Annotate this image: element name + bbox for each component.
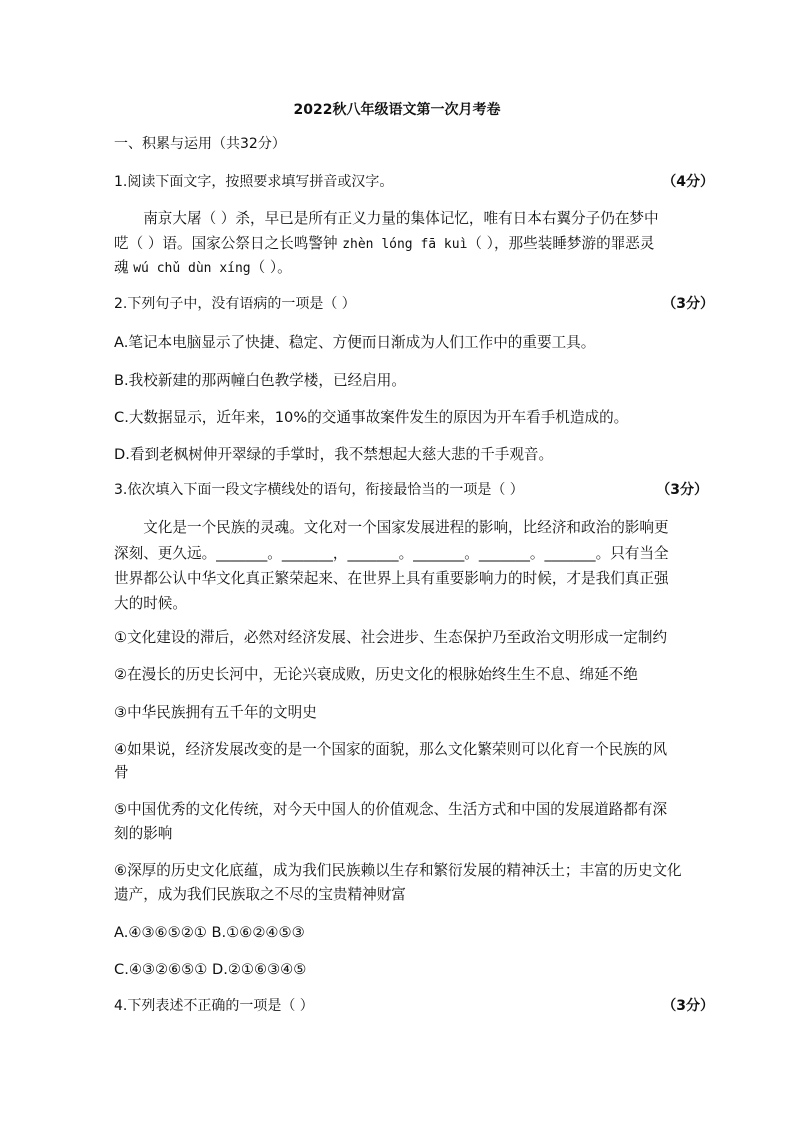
question-3-passage-line-4: 大的时候。	[114, 595, 187, 612]
question-3-sentence-2: ②在漫长的历史长河中，无论兴衰成败，历史文化的根脉始终生生不息、绵延不绝	[114, 666, 638, 683]
question-3-sentence-5-line-2: 刻的影响	[114, 825, 173, 842]
question-2-option-b: B.我校新建的那两幢白色教学楼，已经启用。	[114, 372, 406, 389]
question-3-sentence-1: ①文化建设的滞后，必然对经济发展、社会进步、生态保护乃至政治文明形成一定制约	[114, 629, 668, 646]
question-3-sentence-3: ③中华民族拥有五千年的文明史	[114, 704, 317, 721]
question-3-answers-cd: C.④③②⑥⑤① D.②①⑥③④⑤	[114, 961, 307, 978]
question-4-score: （3分）	[662, 998, 714, 1014]
question-3	[114, 480, 708, 500]
question-2	[114, 294, 714, 314]
question-3-sentence-5-line-1: ⑤中国优秀的文化传统，对今天中国人的价值观念、生活方式和中国的发展道路都有深	[114, 801, 668, 818]
question-4-stem: 4.下列表述不正确的一项是（ ）	[114, 998, 314, 1014]
question-1-score: （4分）	[662, 174, 714, 190]
pinyin-zhenlongfakui: zhèn lóng fā kuì	[342, 237, 468, 252]
question-3-passage-line-2: 深刻、更久远。_______。_______，_______。_______。_______。_______。只有当全	[114, 545, 669, 562]
question-4	[114, 996, 714, 1016]
question-3-stem: 3.依次填入下面一段文字横线处的语句，衔接最恰当的一项是（ ）	[114, 482, 524, 498]
question-1-passage-line-2: 呓（ ）语。国家公祭日之长鸣警钟 zhèn lóng fā kuì（ ），那些装睡梦游的罪恶灵	[114, 235, 655, 252]
question-2-option-a: A.笔记本电脑显示了快捷、稳定、方便而日渐成为人们工作中的重要工具。	[114, 334, 596, 351]
pinyin-wuchudunxing: wú chǔ dùn xíng	[133, 261, 251, 276]
exam-title: 2022秋八年级语文第一次月考卷	[293, 102, 501, 118]
question-1	[114, 172, 714, 192]
question-3-passage-line-1: 文化是一个民族的灵魂。文化对一个国家发展进程的影响，比经济和政治的影响更	[143, 519, 669, 536]
question-3-sentence-6-line-2: 遗产，成为我们民族取之不尽的宝贵精神财富	[114, 886, 406, 903]
question-2-score: （3分）	[662, 296, 714, 312]
question-3-sentence-6-line-1: ⑥深厚的历史文化底蕴，成为我们民族赖以生存和繁衍发展的精神沃土；丰富的历史文化	[114, 862, 682, 879]
question-3-sentence-4-line-1: ④如果说，经济发展改变的是一个国家的面貌，那么文化繁荣则可以化育一个民族的风	[114, 741, 668, 758]
section-heading: 一、积累与运用（共32分）	[114, 136, 286, 152]
question-3-score: （3分）	[656, 482, 708, 498]
question-3-answers-ab: A.④③⑥⑤②① B.①⑥②④⑤③	[114, 924, 305, 941]
question-3-sentence-4-line-2: 骨	[114, 764, 129, 781]
question-1-passage-line-1: 南京大屠（ ）杀，早已是所有正义力量的集体记忆，唯有日本右翼分子仍在梦中	[143, 210, 659, 227]
question-1-stem: 1.阅读下面文字，按照要求填写拼音或汉字。	[114, 174, 394, 190]
question-2-option-c: C.大数据显示，近年来，10%的交通事故案件发生的原因为开车看手机造成的。	[114, 409, 629, 426]
question-2-option-d: D.看到老枫树伸开翠绿的手掌时，我不禁想起大慈大悲的千手观音。	[114, 446, 554, 463]
question-1-passage-line-3: 魂 wú chǔ dùn xíng（ ）。	[114, 259, 292, 276]
question-3-passage-line-3: 世界都公认中华文化真正繁荣起来、在世界上具有重要影响力的时候，才是我们真正强	[114, 570, 669, 587]
question-2-stem: 2.下列句子中，没有语病的一项是（ ）	[114, 296, 356, 312]
